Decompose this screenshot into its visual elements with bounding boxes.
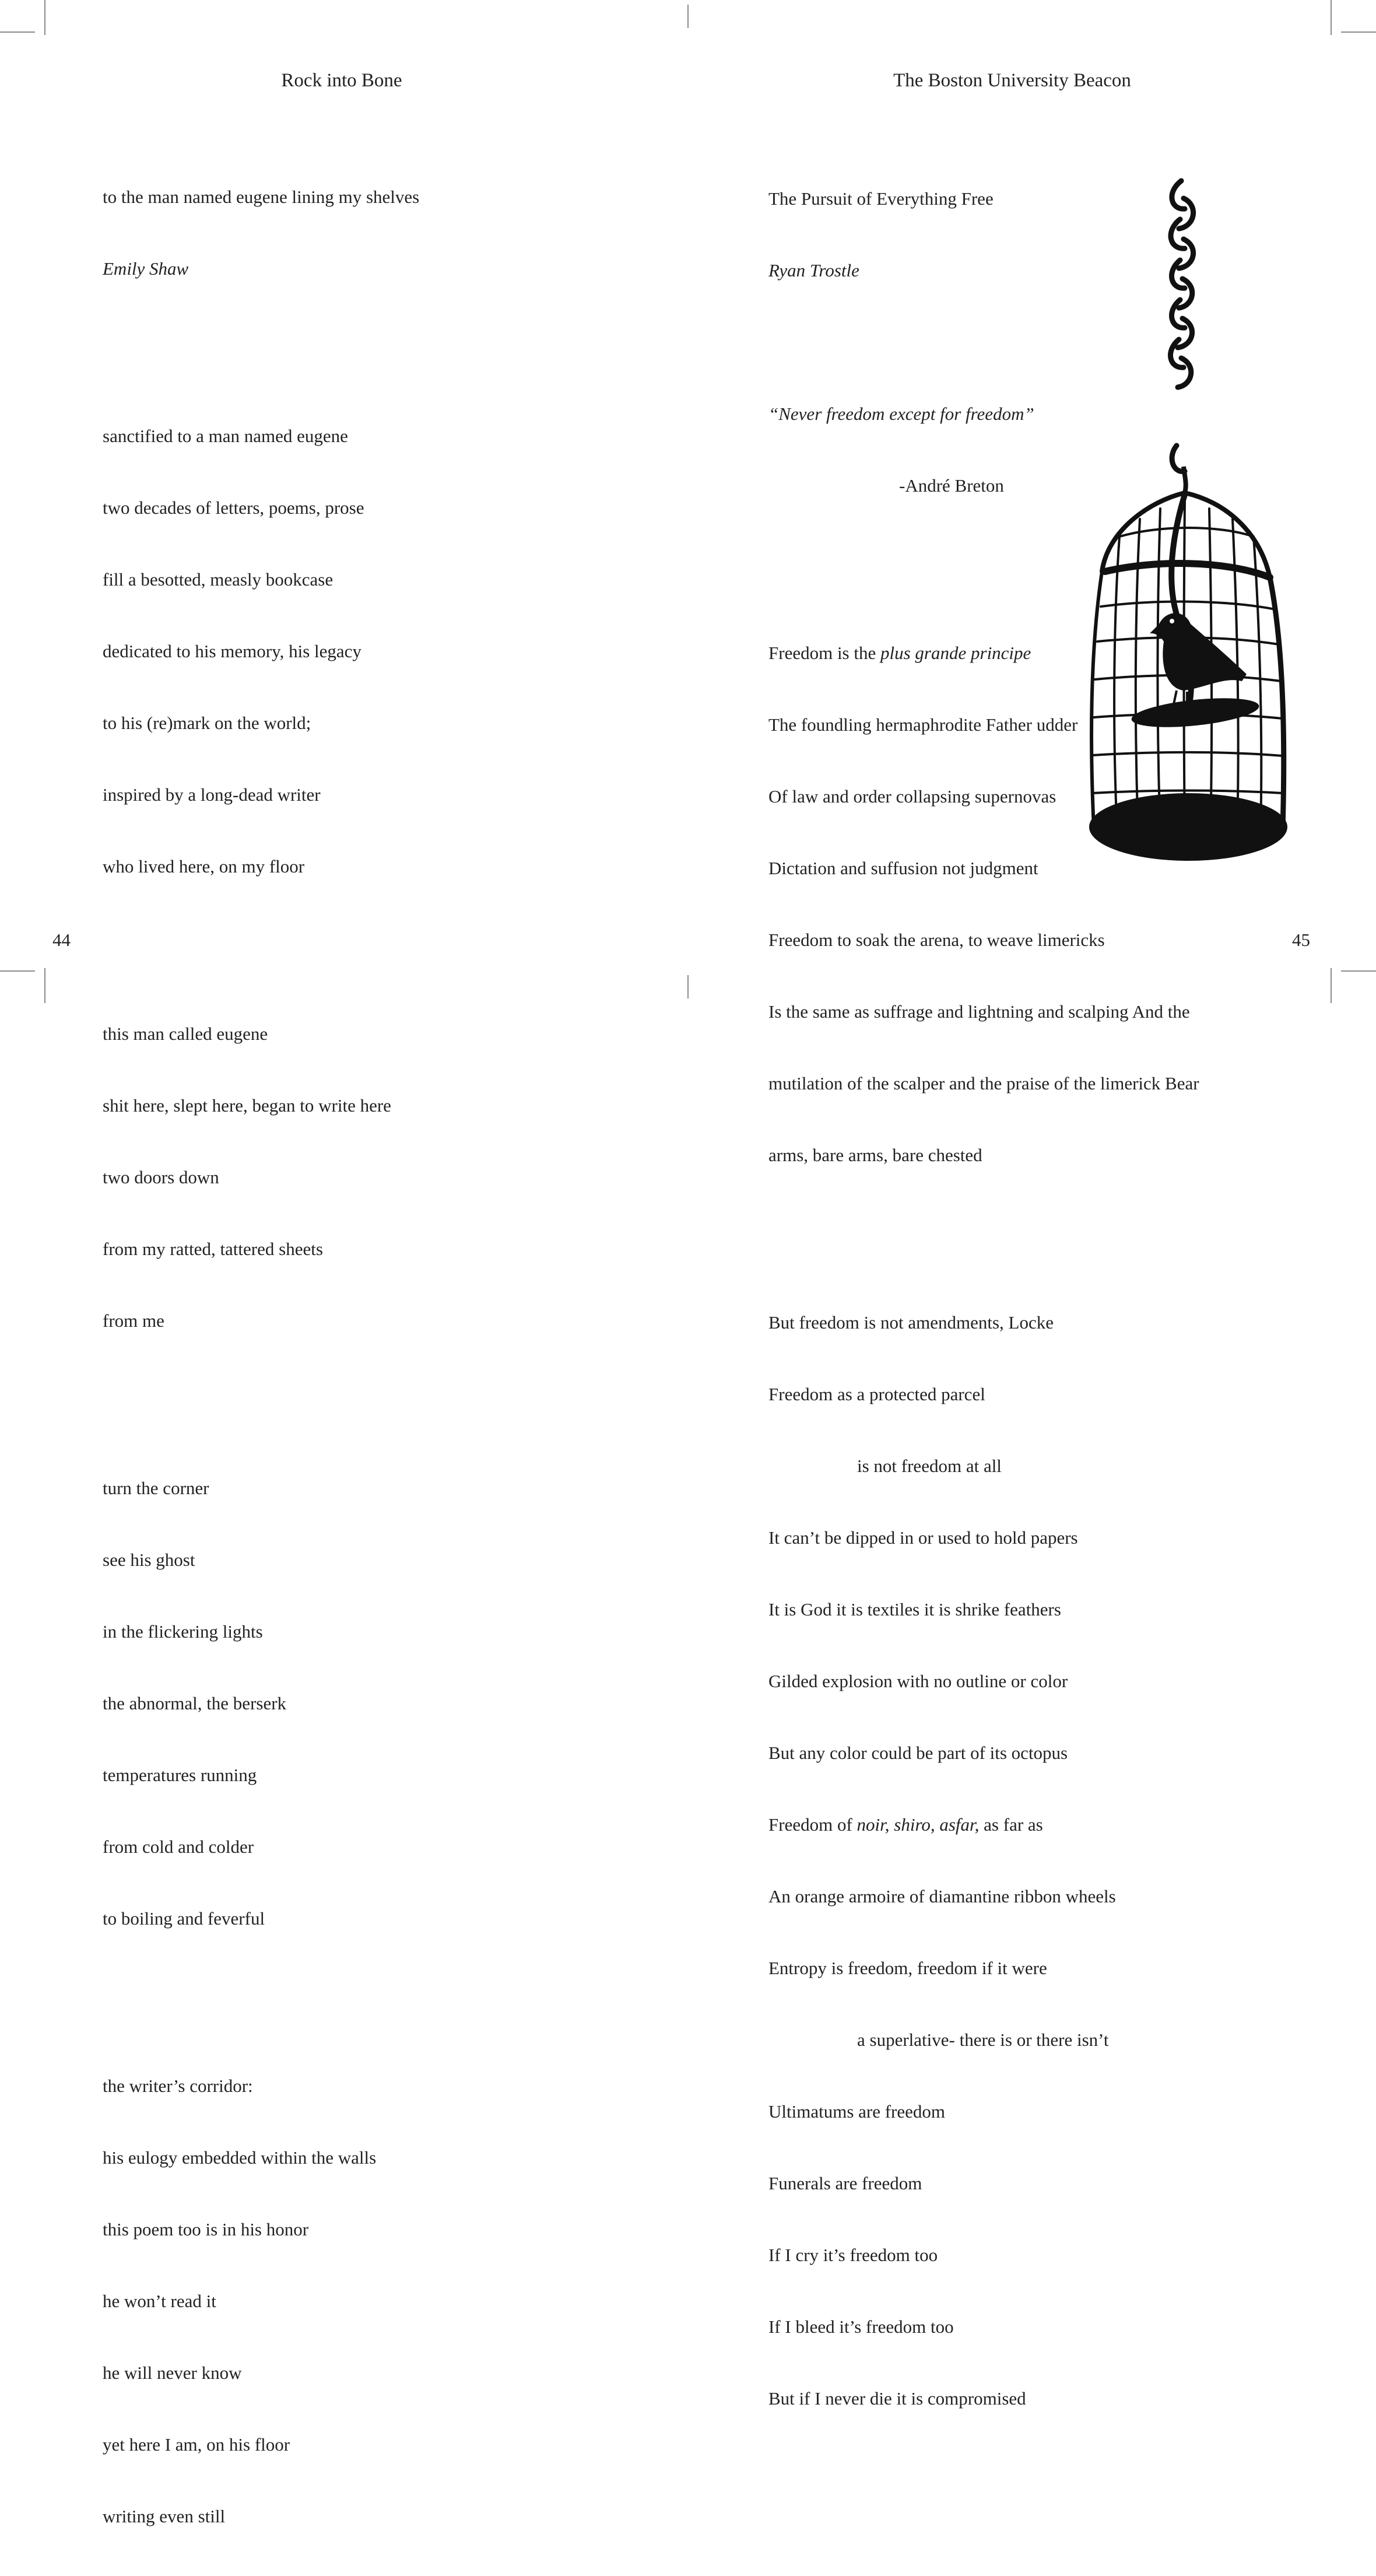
poem-line-italic: noir, shiro, asfar, xyxy=(857,1814,980,1835)
crop-mark xyxy=(1341,31,1376,33)
crop-mark xyxy=(687,5,689,28)
poem-line-italic: plus grande principe xyxy=(880,643,1031,663)
poem-line: Entropy is freedom, freedom if it were xyxy=(768,1958,1047,1978)
right-poem xyxy=(768,139,1199,2458)
poem-line: Freedom is the plus grande principe xyxy=(768,643,1031,663)
poem-line: Ultimatums are freedom xyxy=(768,2101,946,2122)
poem-line: is not freedom at all xyxy=(857,1456,1002,1476)
crop-mark xyxy=(1331,968,1332,1003)
poem-line: It is God it is textiles it is shrike feathers xyxy=(768,1599,1061,1620)
poem-line: he will never know xyxy=(103,2363,242,2383)
poem-line: If I bleed it’s freedom too xyxy=(768,2316,954,2337)
poem-line: mutilation of the scalper and the praise of the limerick Bear xyxy=(768,1073,1199,1094)
poem-line: yet here I am, on his floor xyxy=(103,2434,290,2455)
right-running-head: The Boston University Beacon xyxy=(893,70,1131,91)
poem-line: Of law and order collapsing supernovas xyxy=(768,786,1056,807)
left-poem xyxy=(103,137,419,2576)
poem-line: from me xyxy=(103,1310,164,1331)
poem-line: Gilded explosion with no outline or color xyxy=(768,1671,1068,1691)
poem-line: But if I never die it is compromised xyxy=(768,2388,1026,2409)
left-running-head: Rock into Bone xyxy=(281,70,402,91)
poem-line: sanctified to a man named eugene xyxy=(103,426,348,446)
crop-mark xyxy=(0,31,35,33)
poem-line: shit here, slept here, began to write here xyxy=(103,1095,391,1116)
crop-mark xyxy=(1341,970,1376,972)
epigraph-attribution: -André Breton xyxy=(899,475,1004,496)
poem-title: The Pursuit of Everything Free xyxy=(768,188,994,209)
crop-mark xyxy=(0,970,35,972)
poem-line: Freedom of noir, shiro, asfar, as far as xyxy=(768,1814,1043,1835)
poem-line: two doors down xyxy=(103,1167,219,1187)
poem-line: An orange armoire of diamantine ribbon wheels xyxy=(768,1886,1116,1906)
poem-line: in the flickering lights xyxy=(103,1621,263,1642)
poem-line: from cold and colder xyxy=(103,1837,254,1857)
poem-line: The foundling hermaphrodite Father udder xyxy=(768,714,1078,735)
poem-line: this poem too is in his honor xyxy=(103,2219,309,2239)
poem-line: But freedom is not amendments, Locke xyxy=(768,1312,1054,1333)
poem-line: who lived here, on my floor xyxy=(103,856,305,877)
poem-line: But any color could be part of its octopus xyxy=(768,1743,1068,1763)
poem-line: from my ratted, tattered sheets xyxy=(103,1239,323,1259)
poem-line: Freedom as a protected parcel xyxy=(768,1384,985,1404)
poem-line: Funerals are freedom xyxy=(768,2173,922,2193)
poem-line: see his ghost xyxy=(103,1550,195,1570)
poem-line: the writer’s corridor: xyxy=(103,2076,253,2096)
poem-line: Dictation and suffusion not judgment xyxy=(768,858,1038,878)
poem-line: the abnormal, the berserk xyxy=(103,1693,287,1713)
crop-mark xyxy=(1331,0,1332,35)
crop-mark xyxy=(44,0,45,35)
poem-line: a superlative- there is or there isn’t xyxy=(857,2030,1109,2050)
poem-line: It can’t be dipped in or used to hold papers xyxy=(768,1527,1078,1548)
poem-line: turn the corner xyxy=(103,1478,209,1498)
poem-line: If I cry it’s freedom too xyxy=(768,2245,938,2265)
poem-line: this man called eugene xyxy=(103,1024,268,1044)
poem-line: to boiling and feverful xyxy=(103,1908,265,1929)
right-page-number: 45 xyxy=(1292,930,1310,950)
poem-title: to the man named eugene lining my shelves xyxy=(103,187,420,207)
poem-line: fill a besotted, measly bookcase xyxy=(103,569,334,590)
crop-mark xyxy=(687,975,689,998)
poem-line: temperatures running xyxy=(103,1765,257,1785)
poem-line: two decades of letters, poems, prose xyxy=(103,497,364,518)
crop-mark xyxy=(44,968,45,1003)
poem-line: his eulogy embedded within the walls xyxy=(103,2147,377,2168)
poem-line: dedicated to his memory, his legacy xyxy=(103,641,361,661)
left-page-number: 44 xyxy=(52,930,71,950)
poem-line: he won’t read it xyxy=(103,2291,216,2311)
poem-author: Ryan Trostle xyxy=(768,260,859,281)
poem-line: Is the same as suffrage and lightning and scalping And the xyxy=(768,1001,1190,1022)
poem-line: writing even still xyxy=(103,2506,226,2526)
poem-line: arms, bare arms, bare chested xyxy=(768,1145,982,1165)
poem-line: inspired by a long-dead writer xyxy=(103,784,321,805)
poem-line: to his (re)mark on the world; xyxy=(103,713,311,733)
poem-author: Emily Shaw xyxy=(103,258,189,279)
poem-line: Freedom to soak the arena, to weave limericks xyxy=(768,930,1105,950)
poem-epigraph: “Never freedom except for freedom” xyxy=(768,404,1034,424)
